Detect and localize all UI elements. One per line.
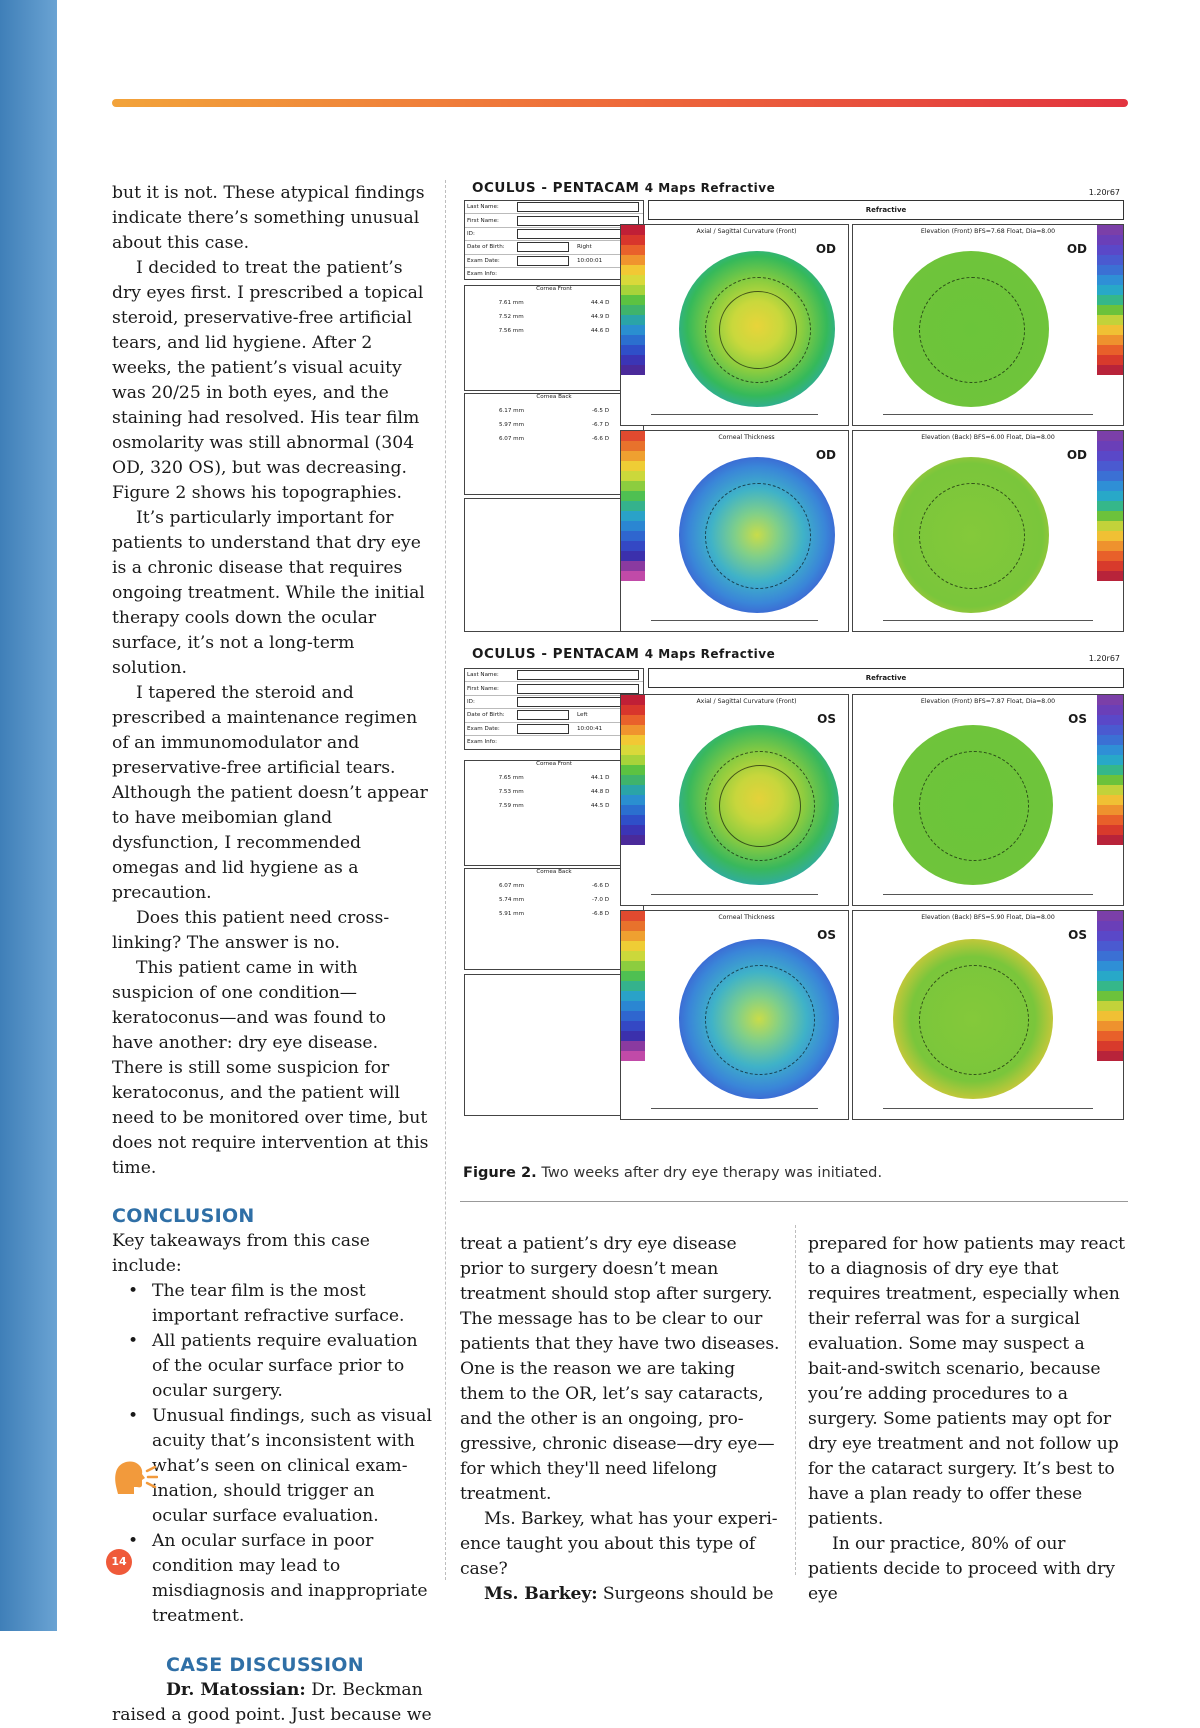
map-title: Elevation (Back) BFS=5.90 Float, Dia=8.00 bbox=[921, 914, 1055, 921]
version-label: 1.20r67 bbox=[1088, 188, 1120, 197]
box-title: Cornea Front bbox=[536, 761, 572, 767]
map-ring bbox=[705, 965, 815, 1075]
form-row bbox=[465, 736, 643, 748]
form-row bbox=[465, 201, 643, 214]
version-label: 1.20r67 bbox=[1088, 654, 1120, 663]
form-row bbox=[465, 268, 643, 280]
eye-tag: OS bbox=[1068, 712, 1087, 726]
map-title: Axial / Sagittal Curvature (Front) bbox=[696, 698, 797, 705]
eye-field: Right bbox=[577, 244, 592, 251]
list-item: • An ocular surface in poor condition may lead to misdiagnosis and inappropriate treatment. bbox=[140, 1529, 432, 1629]
color-scale bbox=[621, 911, 645, 1061]
value-rs: 7.52 mm bbox=[498, 314, 524, 320]
paragraph: It’s particularly important for patients to understand that dry eye is a chronic disease that requires ongoing treatment. While the initial therapy cools down the ocular surface, it’s not a long-term solution. bbox=[112, 508, 425, 678]
caption-label: Figure 2. bbox=[463, 1164, 537, 1181]
panel-title bbox=[472, 646, 775, 662]
map-ring bbox=[719, 291, 797, 369]
brand-label: OCULUS bbox=[472, 646, 537, 662]
map-title: Elevation (Back) BFS=6.00 Float, Dia=8.00 bbox=[921, 434, 1055, 441]
eye-tag: OS bbox=[1068, 928, 1087, 942]
cornea-front-box bbox=[464, 285, 644, 391]
refractive-header: Refractive bbox=[648, 200, 1124, 220]
color-scale bbox=[621, 431, 645, 581]
axis-ticks bbox=[883, 620, 1093, 629]
form-label: Exam Info: bbox=[467, 739, 497, 746]
value-k2: 44.9 D bbox=[590, 314, 610, 320]
value-rm: 6.07 mm bbox=[498, 436, 525, 442]
form-row bbox=[465, 214, 643, 227]
form-label: Last Name: bbox=[467, 672, 499, 679]
speaking-head-icon bbox=[112, 1458, 158, 1498]
eye-tag: OD bbox=[815, 448, 836, 462]
brand-label: OCULUS bbox=[472, 180, 537, 196]
value-km: 44.5 D bbox=[590, 803, 610, 809]
eye-tag: OS bbox=[817, 712, 836, 726]
map-title: Corneal Thickness bbox=[718, 434, 775, 441]
paragraph: I tapered the steroid and prescribed a maintenance regimen of an immunomodulator and preservative-free artificial tears. Although the patient doesn’t appear to have meibomian gland dysfunction, I recommended omegas and lid hygiene as a precaution. bbox=[112, 683, 428, 903]
time-field: 10:00:01 bbox=[577, 257, 603, 264]
paragraph bbox=[112, 1678, 432, 1728]
axis-ticks bbox=[883, 1108, 1093, 1117]
back-elevation-map-od bbox=[852, 430, 1124, 632]
form-label: Exam Info: bbox=[467, 271, 497, 278]
box-title: Cornea Back bbox=[536, 394, 572, 400]
pentacam-panel-os bbox=[460, 668, 1128, 1128]
value-k1: -6.5 D bbox=[592, 408, 610, 414]
value-km: -6.6 D bbox=[592, 436, 610, 442]
thickness-map-os bbox=[620, 910, 849, 1120]
axis-ticks bbox=[651, 894, 818, 903]
axis-ticks bbox=[651, 620, 818, 629]
value-rs: 7.53 mm bbox=[498, 789, 524, 795]
map-ring bbox=[705, 483, 811, 589]
device-label: PENTACAM bbox=[552, 180, 640, 196]
cornea-front-box bbox=[464, 760, 644, 866]
form-label: ID: bbox=[467, 230, 475, 237]
value-rf: 7.65 mm bbox=[498, 775, 524, 781]
cornea-back-box bbox=[464, 393, 644, 495]
mode-label: 4 Maps Refractive bbox=[644, 647, 776, 661]
mode-label: 4 Maps Refractive bbox=[644, 181, 776, 195]
paragraph: Ms. Barkey, what has your experience taught you about this type of case? bbox=[460, 1509, 778, 1579]
map-ring bbox=[919, 277, 1025, 383]
paragraph: treat a patient’s dry eye disease prior to surgery doesn’t mean treatment should stop after surgery. The message has to be clear to our patients that they have two diseases. One is the reason we are taking them to the OR, let’s say cataracts, and the other is an ongoing, progressive, chronic disease—dry eye—for which they'll need lifelong treatment. bbox=[460, 1234, 780, 1504]
eye-field: Left bbox=[577, 712, 588, 719]
map-title: Elevation (Front) BFS=7.87 Float, Dia=8.00 bbox=[920, 698, 1056, 705]
color-scale bbox=[621, 225, 645, 375]
map-ring bbox=[919, 751, 1029, 861]
axial-map-od bbox=[620, 224, 849, 426]
form-row bbox=[465, 228, 643, 241]
figure-2 bbox=[460, 180, 1128, 1150]
cornea-back-box bbox=[464, 868, 644, 970]
front-elevation-map-os bbox=[852, 694, 1124, 906]
title-separator: - bbox=[541, 646, 548, 662]
box-title: Cornea Back bbox=[536, 869, 572, 875]
pachy-box bbox=[464, 498, 644, 632]
front-elevation-map-od bbox=[852, 224, 1124, 426]
value-k2: -7.0 D bbox=[592, 897, 610, 903]
color-scale bbox=[621, 695, 645, 845]
axis-ticks bbox=[651, 1108, 818, 1117]
case-discussion-heading: CASE DISCUSSION bbox=[166, 1654, 364, 1676]
conclusion-intro: Key takeaways from this case include: bbox=[112, 1231, 370, 1276]
paragraph: Does this patient need cross-linking? The answer is no. bbox=[112, 908, 390, 953]
form-label: First Name: bbox=[467, 685, 499, 692]
side-color-strip bbox=[0, 0, 57, 1631]
color-scale bbox=[1097, 911, 1123, 1061]
paragraph: prepared for how patients may react to a diagnosis of dry eye that requires treatment, especially when their referral was for a surgical evaluation. Some may suspect a bait-and-switch scenario, because you’re adding procedures to a surgery. Some patients may opt for dry eye treatment and not follow up for the cataract surgery. It’s best to have a plan ready to offer these patients. bbox=[808, 1234, 1125, 1529]
map-title: Axial / Sagittal Curvature (Front) bbox=[696, 228, 797, 235]
value-km: -6.8 D bbox=[592, 911, 610, 917]
axial-map-os bbox=[620, 694, 849, 906]
form-label: Last Name: bbox=[467, 204, 499, 211]
speaker-text: Dr. Beckman raised a good point. Just because we bbox=[112, 1680, 432, 1725]
value-k1: 44.4 D bbox=[590, 300, 610, 306]
caption-text: Two weeks after dry eye therapy was initiated. bbox=[536, 1164, 883, 1181]
paragraph: but it is not. These atypical findings indicate there’s something unusual about this case. bbox=[112, 183, 425, 253]
speaker-name: Ms. Barkey: bbox=[484, 1584, 598, 1604]
form-label: Date of Birth: bbox=[467, 244, 505, 251]
speaker-name: Dr. Matossian: bbox=[166, 1680, 306, 1700]
color-scale bbox=[1097, 225, 1123, 375]
list-item: • The tear film is the most important refractive surface. bbox=[140, 1279, 432, 1329]
color-scale bbox=[1097, 695, 1123, 845]
list-item: • Unusual findings, such as visual acuity that’s inconsistent with what’s seen on clinical examination, should trigger an ocular surface evaluation. bbox=[140, 1404, 432, 1529]
form-row bbox=[465, 723, 643, 736]
value-rf: 6.17 mm bbox=[498, 408, 525, 414]
conclusion-heading: CONCLUSION bbox=[112, 1205, 255, 1227]
map-ring bbox=[919, 965, 1029, 1075]
title-separator: - bbox=[541, 180, 548, 196]
form-row bbox=[465, 696, 643, 709]
value-rs: 5.74 mm bbox=[498, 897, 525, 903]
eye-tag: OD bbox=[1066, 242, 1087, 256]
paragraph: This patient came in with suspicion of one condition—keratoconus—and was found to have another: dry eye disease. There is still some suspicion for keratoconus, and the patient will need to be monitored over time, but does not require intervention at this time. bbox=[112, 958, 429, 1178]
form-row bbox=[465, 669, 643, 682]
list-item: • All patients require evaluation of the ocular surface prior to ocular surgery. bbox=[140, 1329, 432, 1404]
value-km: 44.6 D bbox=[590, 328, 610, 334]
color-scale bbox=[1097, 431, 1123, 581]
eye-tag: OD bbox=[1066, 448, 1087, 462]
figure-divider bbox=[460, 1201, 1128, 1202]
eye-tag: OS bbox=[817, 928, 836, 942]
article-column-3 bbox=[808, 1232, 1128, 1607]
form-row bbox=[465, 255, 643, 268]
paragraph: I decided to treat the patient’s dry eyes first. I prescribed a topical steroid, preservative-free artificial tears, and lid hygiene. After 2 weeks, the patient’s visual acuity was 20/25 in both eyes, and the staining had resolved. His tear film osmolarity was still abnormal (304 OD, 320 OS), but was decreasing. Figure 2 shows his topographies. bbox=[112, 258, 424, 503]
patient-form bbox=[464, 668, 644, 750]
article-column-2 bbox=[460, 1232, 780, 1607]
value-rm: 7.56 mm bbox=[498, 328, 524, 334]
figure-caption bbox=[463, 1164, 1128, 1181]
form-row bbox=[465, 709, 643, 722]
thickness-map-od bbox=[620, 430, 849, 632]
pachy-box bbox=[464, 974, 644, 1116]
paragraph: In our practice, 80% of our patients decide to proceed with dry eye bbox=[808, 1534, 1115, 1604]
axis-ticks bbox=[651, 414, 818, 423]
map-title: Elevation (Front) BFS=7.68 Float, Dia=8.00 bbox=[920, 228, 1056, 235]
value-rs: 5.97 mm bbox=[498, 422, 525, 428]
value-rf: 6.07 mm bbox=[498, 883, 525, 889]
form-label: Exam Date: bbox=[467, 725, 500, 732]
takeaway-list bbox=[112, 1279, 432, 1629]
paragraph bbox=[460, 1582, 780, 1607]
page-number: 14 bbox=[106, 1549, 132, 1575]
column-divider bbox=[795, 1225, 796, 1575]
map-ring bbox=[719, 765, 801, 847]
pentacam-panel-od bbox=[460, 200, 1128, 640]
form-label: Date of Birth: bbox=[467, 712, 505, 719]
refractive-header: Refractive bbox=[648, 668, 1124, 688]
map-title: Corneal Thickness bbox=[718, 914, 775, 921]
value-rm: 7.59 mm bbox=[498, 803, 524, 809]
value-k2: 44.8 D bbox=[590, 789, 610, 795]
back-elevation-map-os bbox=[852, 910, 1124, 1120]
time-field: 10:00:41 bbox=[577, 725, 603, 732]
box-title: Cornea Front bbox=[536, 286, 572, 292]
value-rf: 7.61 mm bbox=[498, 300, 524, 306]
device-label: PENTACAM bbox=[552, 646, 640, 662]
form-row bbox=[465, 241, 643, 254]
top-accent-rule bbox=[112, 99, 1128, 107]
speaker-text: Surgeons should be bbox=[597, 1584, 774, 1604]
form-label: ID: bbox=[467, 698, 475, 705]
patient-form bbox=[464, 200, 644, 280]
value-k2: -6.7 D bbox=[592, 422, 610, 428]
form-label: Exam Date: bbox=[467, 257, 500, 264]
eye-tag: OD bbox=[815, 242, 836, 256]
value-k1: -6.6 D bbox=[592, 883, 610, 889]
value-k1: 44.1 D bbox=[590, 775, 610, 781]
article-column-1 bbox=[112, 181, 432, 1728]
map-ring bbox=[919, 483, 1025, 589]
column-divider bbox=[445, 180, 446, 1580]
form-label: First Name: bbox=[467, 217, 499, 224]
form-row bbox=[465, 682, 643, 695]
panel-title bbox=[472, 180, 775, 196]
axis-ticks bbox=[883, 414, 1093, 423]
axis-ticks bbox=[883, 894, 1093, 903]
value-rm: 5.91 mm bbox=[498, 911, 525, 917]
